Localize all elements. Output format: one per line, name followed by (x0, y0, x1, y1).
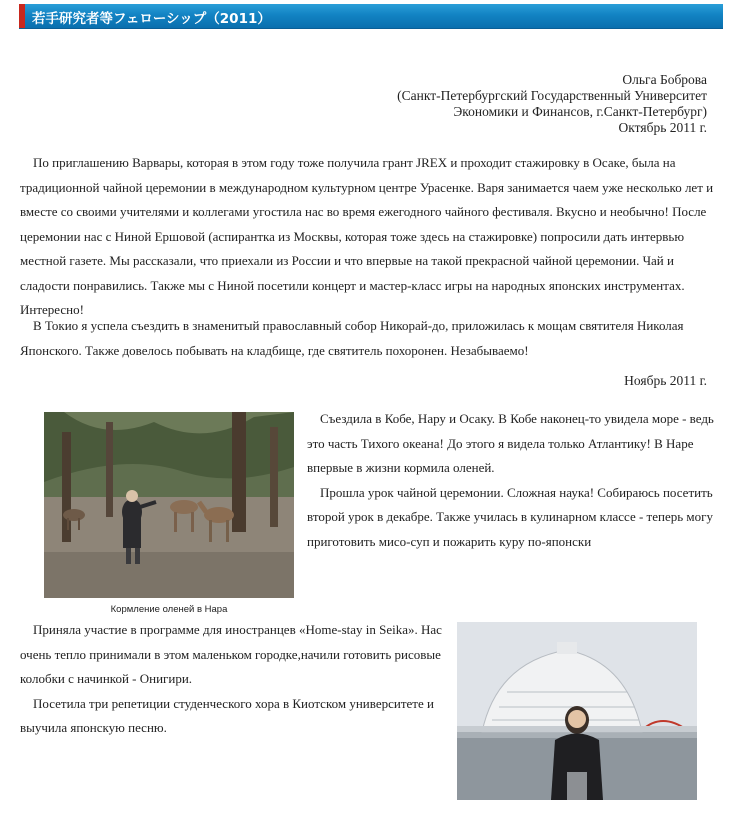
header-accent-bar (19, 4, 25, 28)
november-paragraph-1-text: Съездила в Кобе, Нару и Осаку. В Кобе наконец-то увидела море - ведь это часть Тихого океана! До этого я видела только Атлантику! В Наре впервые в жизни кормила оленей. (307, 411, 714, 475)
october-paragraph-1-text: По приглашению Варвары, которая в этом году тоже получила грант JREX и проходит стажировку в Осаке, была на традиционной чайной церемонии в международном культурном центре Урасенке. Варя занимается чаем уже несколько лет и вместе со своими учителями и коллегами угостила нас во время ежегодного чайного фестиваля. Вкусно и необычно! После церемонии нас с Ниной Ершовой (аспирантка из Москвы, которая тоже здесь на стажировке) попросили дать интервью местной газете. Мы рассказали, что приехали из России и что впервые на такой прекрасной чайной церемонии. Чай и сладости понравились. Также мы с Ниной посетили концерт и мастер-класс игры на народных японских инструментах. Интересно! (20, 155, 714, 317)
november-paragraph-3 (20, 618, 450, 692)
author-affiliation-line1: (Санкт-Петербургский Государственный Университет (397, 88, 707, 103)
author-block (397, 72, 707, 136)
november-paragraph-3-text: Приняла участие в программе для иностранцев «Home-stay in Seika». Нас очень тепло принимали в этом маленьком городке,начили готовить рисовые колобки с начинкой - Онигири. (20, 622, 442, 686)
october-paragraph-1 (20, 151, 720, 323)
november-date: Ноябрь 2011 г. (624, 373, 707, 388)
november-paragraph-1 (307, 407, 719, 481)
november-paragraphs-1-2 (307, 407, 719, 554)
november-paragraph-2 (307, 481, 719, 555)
november-paragraphs-3-4 (20, 618, 450, 741)
november-paragraph-4 (20, 692, 450, 741)
deer-feeding-photo (44, 412, 294, 598)
november-paragraph-4-text: Посетила три репетиции студенческого хора в Киотском университете и выучила японскую песню. (20, 695, 434, 735)
page-header (19, 4, 723, 29)
author-name: Ольга Боброва (622, 72, 707, 87)
kobe-harbor-photo (457, 622, 697, 800)
header-title: 若手研究者等フェローシップ（2011） (32, 11, 271, 27)
author-affiliation-line2: Экономики и Финансов, г.Санкт-Петербург) (453, 104, 707, 119)
october-paragraph-2-text: В Токио я успела съездить в знаменитый православный собор Никорай-до, приложилась к мощам святителя Николая Японского. Также довелось побывать на кладбище, где святитель похоронен. Незабываемо! (20, 318, 684, 358)
october-paragraph-2 (20, 314, 720, 363)
november-paragraph-2-text: Прошла урок чайной церемонии. Сложная наука! Собираюсь посетить второй урок в декабре. Также училась в кулинарном классе - теперь могу приготовить мисо-суп и пожарить куру по-японски (307, 484, 713, 549)
photo-caption: Кормление оленей в Нара (110, 604, 228, 615)
october-date: Октябрь 2011 г. (618, 120, 707, 135)
